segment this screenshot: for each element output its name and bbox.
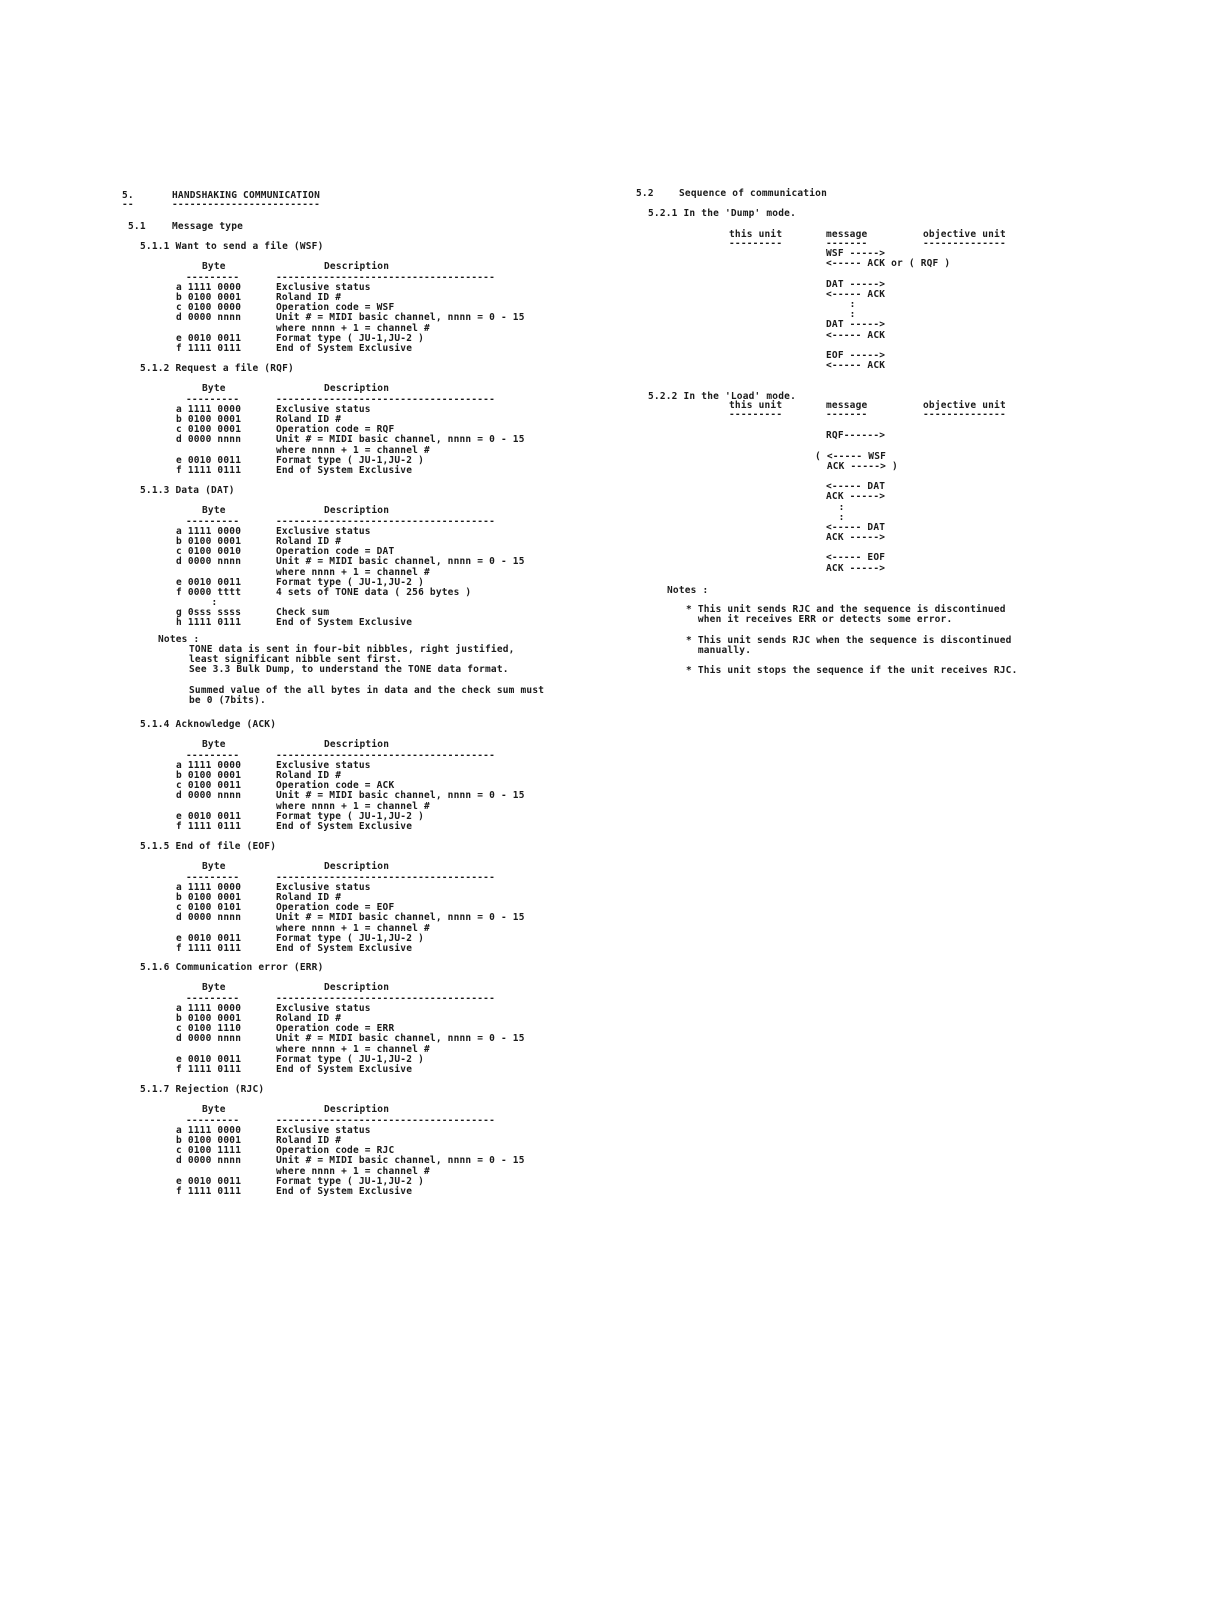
subsection-title: 5.1.2 Request a file (RQF) (140, 363, 294, 374)
byte-description: End of System Exclusive (276, 464, 413, 476)
description-header: Description (324, 261, 390, 273)
description-header: Description (324, 505, 390, 517)
byte-description: Roland ID # (276, 413, 342, 425)
byte-description: Roland ID # (276, 769, 342, 781)
byte-value: g 0sss ssss (176, 607, 242, 619)
load-col-this-unit: this unit (729, 400, 783, 411)
byte-description: Operation code = RQF (276, 424, 395, 436)
byte-header-rule: --------- (186, 992, 240, 1004)
table-row (176, 557, 544, 567)
byte-table (176, 983, 525, 1075)
subsection-7 (140, 1085, 525, 1197)
load-sequence (815, 421, 898, 574)
sequence-line: ( <----- WSF (815, 450, 887, 462)
table-row (176, 618, 544, 628)
right-notes (686, 605, 1018, 676)
byte-value: d 0000 nnnn (176, 1155, 242, 1167)
byte-description: where nnnn + 1 = channel # (276, 922, 430, 934)
byte-value: c 0100 0010 (176, 546, 242, 558)
byte-value: b 0100 0001 (176, 535, 242, 547)
sequence-line: : (815, 501, 845, 513)
load-mode-title: 5.2.2 In the 'Load' mode. (648, 391, 796, 402)
byte-value: b 0100 0001 (176, 891, 242, 903)
byte-description: Format type ( JU-1,JU-2 ) (276, 332, 424, 344)
table-row (176, 344, 525, 354)
byte-description: 4 sets of TONE data ( 256 bytes ) (276, 586, 472, 598)
byte-table (176, 1105, 525, 1197)
table-row (176, 1065, 525, 1075)
byte-description: Format type ( JU-1,JU-2 ) (276, 932, 424, 944)
description-header: Description (324, 861, 390, 873)
subsection-title: 5.1.6 Communication error (ERR) (140, 962, 324, 973)
byte-header-rule: --------- (186, 271, 240, 283)
section-5-number-rule: -- (122, 199, 134, 210)
sequence-line: : (826, 298, 856, 310)
byte-value: a 1111 0000 (176, 281, 242, 293)
sequence-line: <----- ACK (826, 360, 886, 372)
byte-value: f 1111 0111 (176, 1063, 242, 1075)
sequence-line: <----- ACK (826, 329, 886, 341)
subsection-title: 5.1.3 Data (DAT) (140, 485, 235, 496)
byte-value: c 0100 1110 (176, 1023, 242, 1035)
byte-value: b 0100 0001 (176, 291, 242, 303)
byte-header: Byte (202, 982, 226, 994)
sequence-line: RQF------> (826, 430, 886, 442)
byte-description: End of System Exclusive (276, 820, 413, 832)
byte-description: Unit # = MIDI basic channel, nnnn = 0 - 15 (276, 1033, 525, 1045)
load-col-objective-rule: -------------- (923, 409, 1006, 420)
byte-value: e 0010 0011 (176, 332, 242, 344)
byte-value: e 0010 0011 (176, 454, 242, 466)
byte-description: Unit # = MIDI basic channel, nnnn = 0 - 15 (276, 312, 525, 324)
description-header-rule: ------------------------------------- (276, 871, 496, 883)
dump-col-objective-rule: -------------- (923, 238, 1006, 249)
dump-col-this-rule: --------- (729, 238, 783, 249)
table-row (176, 466, 525, 476)
sequence-line: DAT -----> (826, 278, 886, 290)
byte-description: Unit # = MIDI basic channel, nnnn = 0 - 15 (276, 434, 525, 446)
section-5-title: HANDSHAKING COMMUNICATION (172, 190, 320, 201)
table-row (176, 791, 525, 801)
byte-value: c 0100 0001 (176, 424, 242, 436)
subsection-4 (140, 720, 525, 832)
byte-value: d 0000 nnnn (176, 556, 242, 568)
note-line: Summed value of the all bytes in data and the check sum must (189, 684, 545, 696)
byte-header-rule: --------- (186, 871, 240, 883)
description-header-rule: ------------------------------------- (276, 992, 496, 1004)
byte-header-rule: --------- (186, 1114, 240, 1126)
byte-value: f 1111 0111 (176, 820, 242, 832)
description-header: Description (324, 739, 390, 751)
byte-value: f 1111 0111 (176, 464, 242, 476)
byte-value: a 1111 0000 (176, 881, 242, 893)
byte-value: a 1111 0000 (176, 759, 242, 771)
byte-description: End of System Exclusive (276, 342, 413, 354)
byte-description: where nnnn + 1 = channel # (276, 444, 430, 456)
byte-description: Format type ( JU-1,JU-2 ) (276, 454, 424, 466)
subsection-6 (140, 963, 525, 1075)
byte-value: b 0100 0001 (176, 413, 242, 425)
byte-value: d 0000 nnnn (176, 312, 242, 324)
load-col-objective-unit: objective unit (923, 400, 1006, 411)
byte-value: : (176, 597, 218, 609)
byte-description: Operation code = EOF (276, 902, 395, 914)
byte-description: Operation code = RJC (276, 1145, 395, 1157)
note-line: TONE data is sent in four-bit nibbles, right justified, (189, 643, 515, 655)
byte-header: Byte (202, 261, 226, 273)
byte-description: Operation code = ACK (276, 780, 395, 792)
description-header-rule: ------------------------------------- (276, 515, 496, 527)
dump-col-this-unit: this unit (729, 229, 783, 240)
section-5-1-title: Message type (172, 221, 244, 232)
byte-description: Operation code = ERR (276, 1023, 395, 1035)
byte-description: where nnnn + 1 = channel # (276, 322, 430, 334)
description-header: Description (324, 383, 390, 395)
table-row (176, 588, 544, 598)
notes-label: Notes : (158, 633, 200, 645)
note-line: * This unit stops the sequence if the unit receives RJC. (686, 665, 1018, 677)
byte-description: Roland ID # (276, 291, 342, 303)
subsection-title: 5.1.1 Want to send a file (WSF) (140, 241, 324, 252)
byte-description: Unit # = MIDI basic channel, nnnn = 0 - 15 (276, 790, 525, 802)
dump-col-message-rule: ------- (826, 238, 868, 249)
byte-description: Format type ( JU-1,JU-2 ) (276, 576, 424, 588)
byte-value: c 0100 0000 (176, 302, 242, 314)
description-header: Description (324, 1104, 390, 1116)
byte-description: End of System Exclusive (276, 942, 413, 954)
byte-value: f 1111 0111 (176, 1185, 242, 1197)
note-line: when it receives ERR or detects some error. (686, 614, 953, 626)
sequence-line: <----- EOF (826, 552, 886, 564)
subsection-title: 5.1.5 End of file (EOF) (140, 841, 277, 852)
byte-description: Exclusive status (276, 403, 371, 415)
subsection-1 (140, 242, 525, 354)
byte-value: e 0010 0011 (176, 810, 242, 822)
byte-description: Operation code = DAT (276, 546, 395, 558)
byte-value: a 1111 0000 (176, 403, 242, 415)
byte-value: c 0100 0101 (176, 902, 242, 914)
table-row (176, 1156, 525, 1166)
note-line: * This unit sends RJC when the sequence is discontinued (686, 634, 1012, 646)
sequence-line: : (815, 511, 845, 523)
byte-description: Exclusive status (276, 525, 371, 537)
sequence-line: ACK -----> (826, 491, 886, 503)
table-row (176, 313, 525, 323)
byte-description: Unit # = MIDI basic channel, nnnn = 0 - 15 (276, 1155, 525, 1167)
sequence-line: <----- DAT (826, 481, 886, 493)
subsection-3 (140, 486, 544, 706)
description-header-rule: ------------------------------------- (276, 1114, 496, 1126)
byte-value: d 0000 nnnn (176, 434, 242, 446)
byte-value: d 0000 nnnn (176, 790, 242, 802)
byte-table (176, 862, 525, 954)
sequence-line: ACK -----> (826, 532, 886, 544)
byte-header: Byte (202, 861, 226, 873)
byte-description: Unit # = MIDI basic channel, nnnn = 0 - 15 (276, 556, 525, 568)
byte-value: b 0100 0001 (176, 1012, 242, 1024)
byte-value: b 0100 0001 (176, 1134, 242, 1146)
byte-header: Byte (202, 505, 226, 517)
description-header-rule: ------------------------------------- (276, 749, 496, 761)
byte-value: a 1111 0000 (176, 525, 242, 537)
byte-description: Format type ( JU-1,JU-2 ) (276, 810, 424, 822)
description-header: Description (324, 982, 390, 994)
description-header-rule: ------------------------------------- (276, 393, 496, 405)
sequence-line: ACK -----> (826, 562, 886, 574)
sequence-line: EOF -----> (826, 349, 886, 361)
byte-value: a 1111 0000 (176, 1002, 242, 1014)
byte-description: End of System Exclusive (276, 617, 413, 629)
byte-description: Roland ID # (276, 891, 342, 903)
byte-description: Unit # = MIDI basic channel, nnnn = 0 - 15 (276, 912, 525, 924)
sequence-line: <----- DAT (826, 521, 886, 533)
load-col-message-rule: ------- (826, 409, 868, 420)
byte-value: f 0000 tttt (176, 586, 242, 598)
byte-header: Byte (202, 383, 226, 395)
byte-value: a 1111 0000 (176, 1124, 242, 1136)
byte-description: Exclusive status (276, 281, 371, 293)
section-5-2-number: 5.2 (636, 188, 654, 199)
byte-description: End of System Exclusive (276, 1185, 413, 1197)
subsection-5 (140, 842, 525, 954)
dump-mode-title: 5.2.1 In the 'Dump' mode. (648, 208, 796, 219)
load-col-message: message (826, 400, 868, 411)
note-line: See 3.3 Bulk Dump, to understand the TONE data format. (189, 664, 509, 676)
byte-header-rule: --------- (186, 749, 240, 761)
byte-value: e 0010 0011 (176, 1053, 242, 1065)
byte-value: c 0100 1111 (176, 1145, 242, 1157)
byte-description: where nnnn + 1 = channel # (276, 800, 430, 812)
byte-value: f 1111 0111 (176, 342, 242, 354)
dump-col-message: message (826, 229, 868, 240)
sequence-line: WSF -----> (826, 248, 886, 259)
section-5-number: 5. (122, 190, 134, 201)
byte-description: Exclusive status (276, 759, 371, 771)
note-line: least significant nibble sent first. (189, 654, 403, 665)
note-line: be 0 (7bits). (189, 694, 266, 706)
byte-description: where nnnn + 1 = channel # (276, 1165, 430, 1177)
byte-description: where nnnn + 1 = channel # (276, 566, 430, 578)
sequence-line: ACK -----> ) (815, 460, 898, 472)
byte-description: where nnnn + 1 = channel # (276, 1043, 430, 1055)
byte-value: f 1111 0111 (176, 942, 242, 954)
byte-value: e 0010 0011 (176, 1175, 242, 1187)
byte-description: Operation code = WSF (276, 302, 395, 314)
byte-table (176, 384, 525, 476)
byte-value: d 0000 nnnn (176, 1033, 242, 1045)
sequence-line: <----- ACK or ( RQF ) (826, 258, 951, 270)
byte-description: Roland ID # (276, 1012, 342, 1024)
byte-value: d 0000 nnnn (176, 912, 242, 924)
byte-description: End of System Exclusive (276, 1063, 413, 1075)
byte-header: Byte (202, 1104, 226, 1116)
byte-description: Roland ID # (276, 535, 342, 547)
subsection-2 (140, 364, 525, 476)
byte-table (176, 740, 525, 832)
byte-table (176, 506, 544, 628)
subsection-title: 5.1.7 Rejection (RJC) (140, 1084, 265, 1095)
byte-value: e 0010 0011 (176, 576, 242, 588)
section-5-title-rule: ------------------------- (172, 199, 320, 210)
table-row (176, 944, 525, 954)
subsection-title: 5.1.4 Acknowledge (ACK) (140, 719, 277, 730)
byte-header: Byte (202, 739, 226, 751)
byte-value: h 1111 0111 (176, 617, 242, 629)
byte-description: Format type ( JU-1,JU-2 ) (276, 1053, 424, 1065)
byte-header-rule: --------- (186, 515, 240, 527)
section-5-1-number: 5.1 (128, 221, 146, 232)
byte-value: c 0100 0011 (176, 780, 242, 792)
byte-header-rule: --------- (186, 393, 240, 405)
dump-col-objective-unit: objective unit (923, 229, 1006, 240)
table-row (176, 435, 525, 445)
load-col-this-rule: --------- (729, 409, 783, 420)
byte-description: Roland ID # (276, 1134, 342, 1146)
byte-description: Format type ( JU-1,JU-2 ) (276, 1175, 424, 1187)
byte-value: b 0100 0001 (176, 769, 242, 781)
table-row (176, 822, 525, 832)
table-row (176, 1034, 525, 1044)
sequence-line: <----- ACK (826, 288, 886, 300)
dump-sequence (826, 249, 950, 371)
byte-description: Check sum (276, 607, 330, 619)
byte-description: Exclusive status (276, 1002, 371, 1014)
right-notes-label: Notes : (667, 585, 709, 596)
note-line: manually. (686, 644, 752, 656)
table-row (176, 1187, 525, 1197)
sequence-line: : (826, 309, 856, 321)
byte-description: Exclusive status (276, 881, 371, 893)
note-line: * This unit sends RJC and the sequence is discontinued (686, 604, 1006, 615)
description-header-rule: ------------------------------------- (276, 271, 496, 283)
byte-description: Exclusive status (276, 1124, 371, 1136)
table-row (176, 913, 525, 923)
section-5-2-title: Sequence of communication (679, 188, 827, 199)
byte-value: e 0010 0011 (176, 932, 242, 944)
byte-table (176, 262, 525, 354)
sequence-line: DAT -----> (826, 319, 886, 331)
